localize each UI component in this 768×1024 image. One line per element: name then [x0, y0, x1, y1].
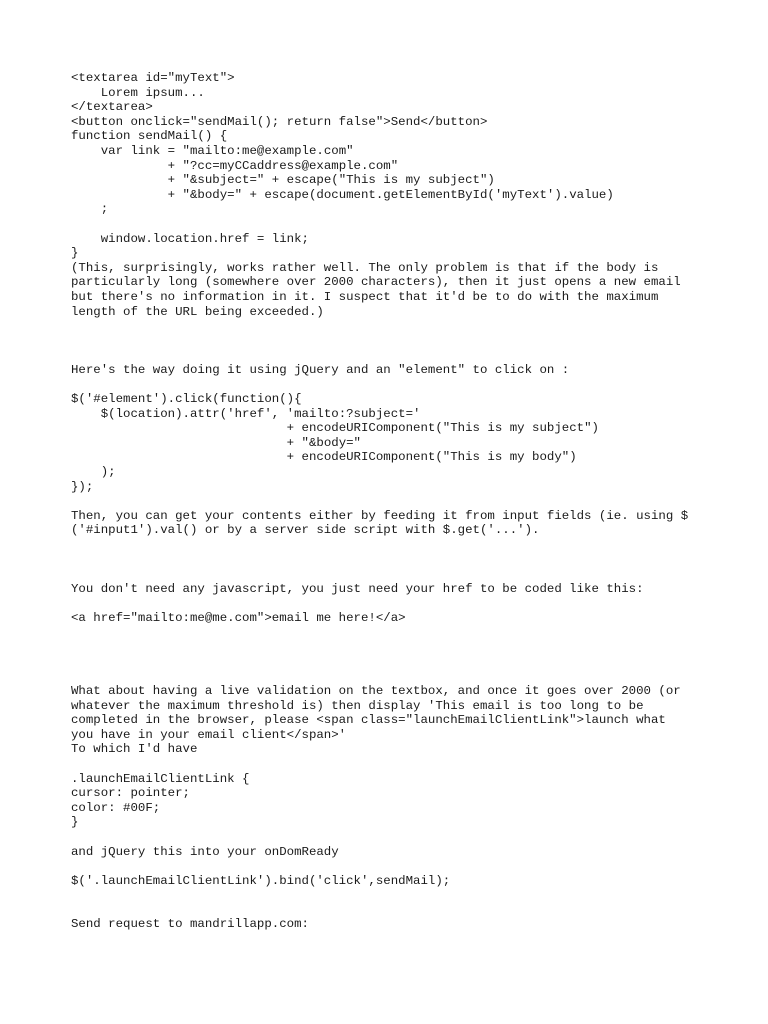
answer1-note: (This, surprisingly, works rather well. The only problem is that if the body is particularly long (somewhere over 2000 characters), then it just opens a new email but there's no information in it. I suspect that it'd be to do with the maximum length of the URL being exceeded.)	[71, 260, 681, 319]
spacer	[71, 377, 721, 392]
answer4-middle-text: and jQuery this into your onDomReady	[71, 844, 339, 859]
answer5-intro: Send request to mandrillapp.com:	[71, 917, 309, 932]
spacer	[71, 859, 721, 874]
answer4-code-block: $('.launchEmailClientLink').bind('click',sendMail);	[71, 873, 451, 888]
answer2-code-block: $('#element').click(function(){ $(location).attr('href', 'mailto:?subject=' + encodeURIComponent("This is my subject") + "&body=" + encodeURIComponent("This is my body") ); });	[71, 392, 599, 494]
answer4-css-block: .launchEmailClientLink { cursor: pointer; color: #00F; }	[71, 771, 250, 830]
spacer	[71, 626, 721, 684]
spacer	[71, 888, 721, 917]
spacer	[71, 494, 721, 509]
spacer	[71, 830, 721, 845]
spacer	[71, 538, 721, 582]
answer2-intro: Here's the way doing it using jQuery and an "element" to click on :	[71, 362, 570, 377]
answer3-code-block: <a href="mailto:me@me.com">email me here!</a>	[71, 611, 406, 625]
answer3-intro: You don't need any javascript, you just need your href to be coded like this:	[71, 581, 644, 596]
spacer	[71, 596, 721, 611]
answer4-intro: What about having a live validation on the textbox, and once it goes over 2000 (or whatever the maximum threshold is) then display 'This email is too long to be completed in the browser, please <span class="launchEmailClientLink">launch what you have in your email client</span>' To which I'd have	[71, 683, 681, 757]
spacer	[71, 319, 721, 363]
answer1-code-block: <textarea id="myText"> Lorem ipsum... </textarea> <button onclick="sendMail(); return false">Send</button> function sendMail() { var link = "mailto:me@example.com" + "?cc=myCCaddress@example.com" + "&subject=" + escape("This is my subject") + "&body=" + escape(document.getElementById('myText').value) ; window.location.href = link; }	[71, 71, 614, 261]
spacer	[71, 757, 721, 772]
document-page	[71, 71, 721, 932]
answer2-outro: Then, you can get your contents either by feeding it from input fields (ie. using $ ('#input1').val() or by a server side script with $.get('...').	[71, 508, 689, 538]
